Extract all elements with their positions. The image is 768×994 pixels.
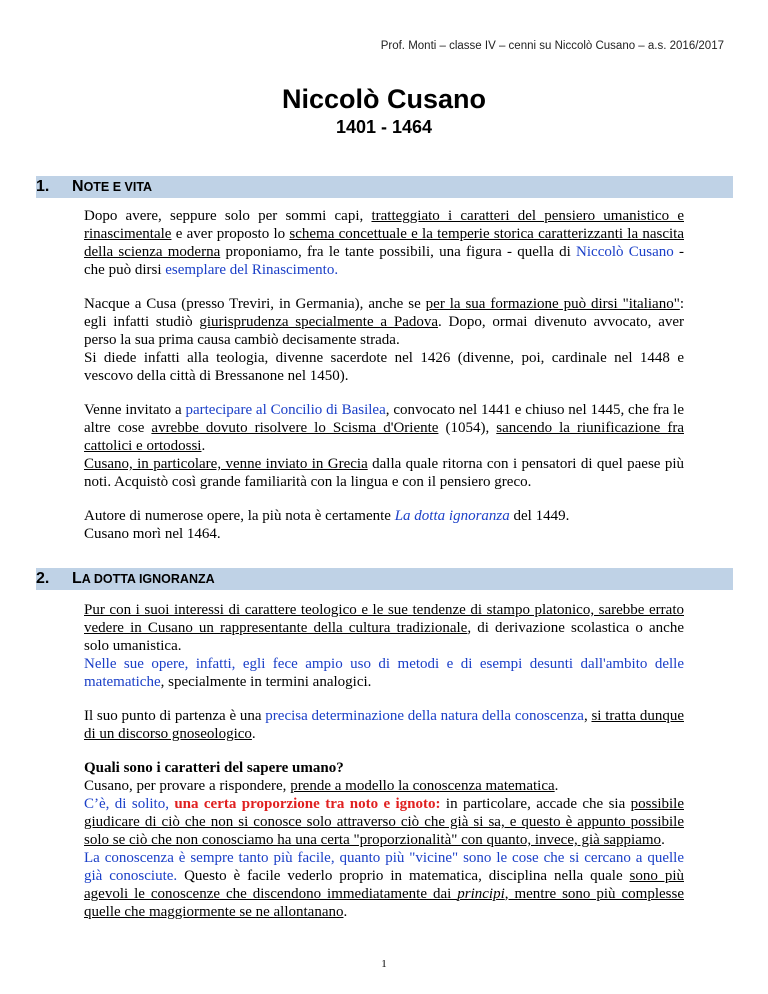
text-run: , di derivazione scolastica o anche solo umanistica. [84,620,684,654]
paragraph [84,707,684,743]
text-run: : egli infatti studiò [84,296,684,330]
text-run: si tratta dunque di un discorso gnoseologico [84,708,684,742]
text-run: schema concettuale e la temperie storica caratterizzanti la nascita della scienza moderna [84,226,685,260]
text-run: La dotta ignoranza [394,508,510,524]
text-run: del 1449. [509,508,570,524]
text-run: , mentre sono più complesse quelle che maggiormente se ne allontanano [84,886,684,920]
paragraph [84,207,684,279]
text-run: Nacque a Cusa (presso Treviri, in Germania), anche se [84,296,426,312]
text-run: Il suo punto di partenza è una [84,708,266,724]
section-title-rest: OTE E VITA [83,180,153,194]
text-run: Autore di numerose opere, la più nota è certamente [84,508,395,524]
section-title-rest: A DOTTA IGNORANZA [81,572,215,586]
text-run: prende a modello la conoscenza matematica [290,778,555,794]
text-run: . [554,778,559,794]
section-number: 1. [36,178,50,195]
text-run: principi [457,886,505,902]
text-run: Cusano, per provare a rispondere, [84,778,291,794]
section-title-initial: N [72,178,84,195]
text-run: . [661,832,665,848]
text-run: , convocato nel 1441 e chiuso nel 1445, che fra le altre cose [84,402,684,436]
text-run: sono più agevoli le conoscenze che discendono immediatamente dai [84,868,684,902]
section2-content [84,601,684,937]
paragraph [84,601,684,691]
text-run: in particolare, accade che sia [440,796,631,812]
text-run: . [201,438,206,454]
text-run: sancendo la riunificazione fra cattolici e ortodossi [84,420,684,454]
page-subtitle-years: 1401 - 1464 [335,117,433,137]
text-run: esemplare del Rinascimento. [165,262,339,278]
text-run: , specialmente in termini analogici. [160,674,372,690]
text-run: e aver proposto lo [171,226,290,242]
section-title-initial: L [72,570,82,587]
text-run: Cusano morì nel 1464. [84,526,221,542]
section-heading-la-dotta-ignoranza [36,568,733,590]
text-run: giurisprudenza specialmente a Padova [199,314,439,330]
text-run: possibile giudicare di ciò che non si conosce solo attraverso ciò che già si sa, e questo è appunto possibile solo se ciò che non conosciamo ha una certa "proporzionalità" con quanto, invece, già sappiamo [84,796,684,848]
paragraph [84,759,684,921]
text-run: . [251,726,256,742]
text-run: La conoscenza è sempre tanto più facile, quanto più "vicine" sono le cose che si cercano a quelle già conosciute. [84,850,684,884]
section1-content [84,207,684,559]
text-run: Niccolò Cusano [576,244,674,260]
text-run: tratteggiato i caratteri del pensiero umanistico e rinascimentale [84,208,684,242]
text-run: Cusano, in particolare, venne inviato in Grecia [84,456,368,472]
text-run: Nelle sue opere, infatti, egli fece ampio uso di metodi e di esempi desunti dall'ambito delle matematiche [84,656,684,690]
text-run: Pur con i suoi interessi di carattere teologico e le sue tendenze di stampo platonico, sarebbe errato vedere in Cusano un rappresentante della cultura tradizionale [84,602,684,636]
paragraph [84,401,684,491]
text-run: . [343,904,348,920]
text-run: per la sua formazione può dirsi "italiano" [425,296,680,312]
text-run: (1054), [438,420,497,436]
section-heading-note-e-vita [36,176,733,198]
page-title: Niccolò Cusano [281,84,487,114]
subheading: Quali sono i caratteri del sapere umano? [84,760,344,776]
text-run: - che può dirsi [84,244,684,278]
text-run: Si diede infatti alla teologia, divenne sacerdote nel 1426 (divenne, poi, cardinale nel 1448 e vescovo della città di Bressanone nel 1450). [84,350,684,384]
text-run: una certa proporzione tra noto e ignoto: [174,796,441,812]
text-run: precisa determinazione della natura della conoscenza [265,708,584,724]
text-run: dalla quale ritorna con i pensatori di quel paese più noti. Acquistò così grande familiarità con la lingua e con il pensiero greco. [84,456,684,490]
text-run: , [583,708,592,724]
text-run: avrebbe dovuto risolvere lo Scisma d'Oriente [151,420,439,436]
paragraph [84,507,684,543]
header-note: Prof. Monti – classe IV – cenni su Niccolò Cusano – a.s. 2016/2017 [380,40,724,52]
text-run: Dopo avere, seppure solo per sommi capi, [84,208,372,224]
page-number: 1 [381,958,387,970]
text-run: C’è, di solito, [84,796,175,812]
text-run: proponiamo, fra le tante possibili, una figura - quella di [220,244,577,260]
text-run: Venne invitato a [84,402,186,418]
text-run: . Dopo, ormai divenuto avvocato, aver perso la sua prima causa cambiò decisamente strada. [84,314,685,348]
text-run: partecipare al Concilio di Basilea [185,402,386,418]
section-number: 2. [36,570,50,587]
text-run: Questo è facile vederlo proprio in matematica, disciplina nella quale [177,868,630,884]
paragraph [84,295,684,385]
